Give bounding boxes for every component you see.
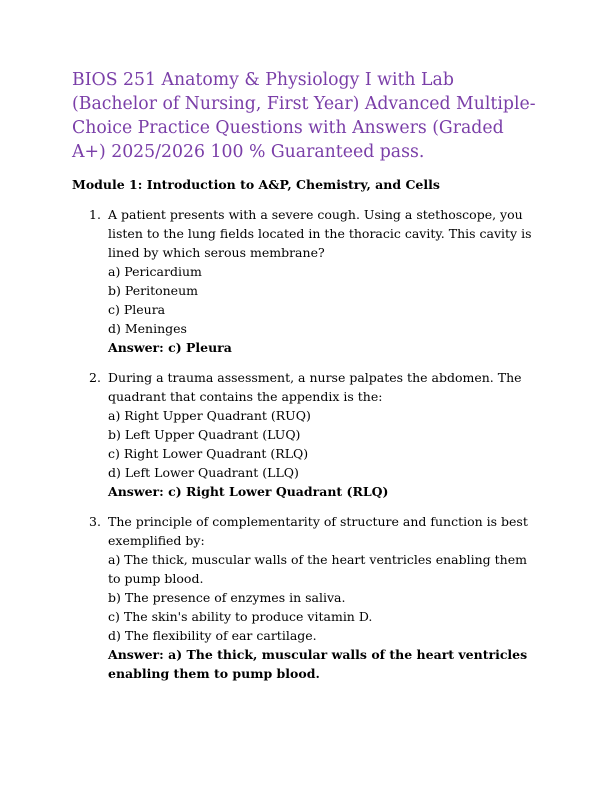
option-a: a) Right Upper Quadrant (RUQ): [108, 408, 311, 423]
question-stem: The principle of complementarity of structure and function is best exemplified by:: [108, 514, 528, 548]
question-number: 2.: [89, 370, 101, 385]
option-d: d) The flexibility of ear cartilage.: [108, 628, 317, 643]
document-title: BIOS 251 Anatomy & Physiology I with Lab (Bachelor of Nursing, First Year) Advanced Multiple-Choice Practice Questions with Answers (Graded A+) 2025/2026 100 % Guaranteed pass.: [72, 70, 536, 162]
option-a: a) Pericardium: [108, 264, 202, 279]
option-b: b) The presence of enzymes in saliva.: [108, 590, 346, 605]
answer-line: Answer: c) Pleura: [108, 340, 232, 355]
option-c: c) Right Lower Quadrant (RLQ): [108, 446, 309, 461]
answer-line: Answer: a) The thick, muscular walls of the heart ventricles enabling them to pump blood.: [108, 647, 528, 681]
document-page: [72, 68, 542, 694]
question-stem: A patient presents with a severe cough. Using a stethoscope, you listen to the lung fields located in the thoracic cavity. This cavity is lined by which serous membrane?: [108, 207, 532, 260]
question-number: 1.: [89, 207, 101, 222]
option-a: a) The thick, muscular walls of the heart ventricles enabling them to pump blood.: [108, 552, 527, 586]
answer-line: Answer: c) Right Lower Quadrant (RLQ): [108, 484, 389, 499]
option-c: c) The skin's ability to produce vitamin D.: [108, 609, 373, 624]
question-item: [72, 205, 542, 357]
question-list: [72, 205, 542, 683]
question-item: [72, 368, 542, 501]
module-heading: Module 1: Introduction to A&P, Chemistry, and Cells: [72, 177, 440, 192]
question-item: [72, 512, 542, 683]
option-b: b) Left Upper Quadrant (LUQ): [108, 427, 301, 442]
option-d: d) Left Lower Quadrant (LLQ): [108, 465, 299, 480]
question-number: 3.: [89, 514, 101, 529]
question-stem: During a trauma assessment, a nurse palpates the abdomen. The quadrant that contains the appendix is the:: [108, 370, 522, 404]
option-b: b) Peritoneum: [108, 283, 198, 298]
option-d: d) Meninges: [108, 321, 187, 336]
option-c: c) Pleura: [108, 302, 166, 317]
